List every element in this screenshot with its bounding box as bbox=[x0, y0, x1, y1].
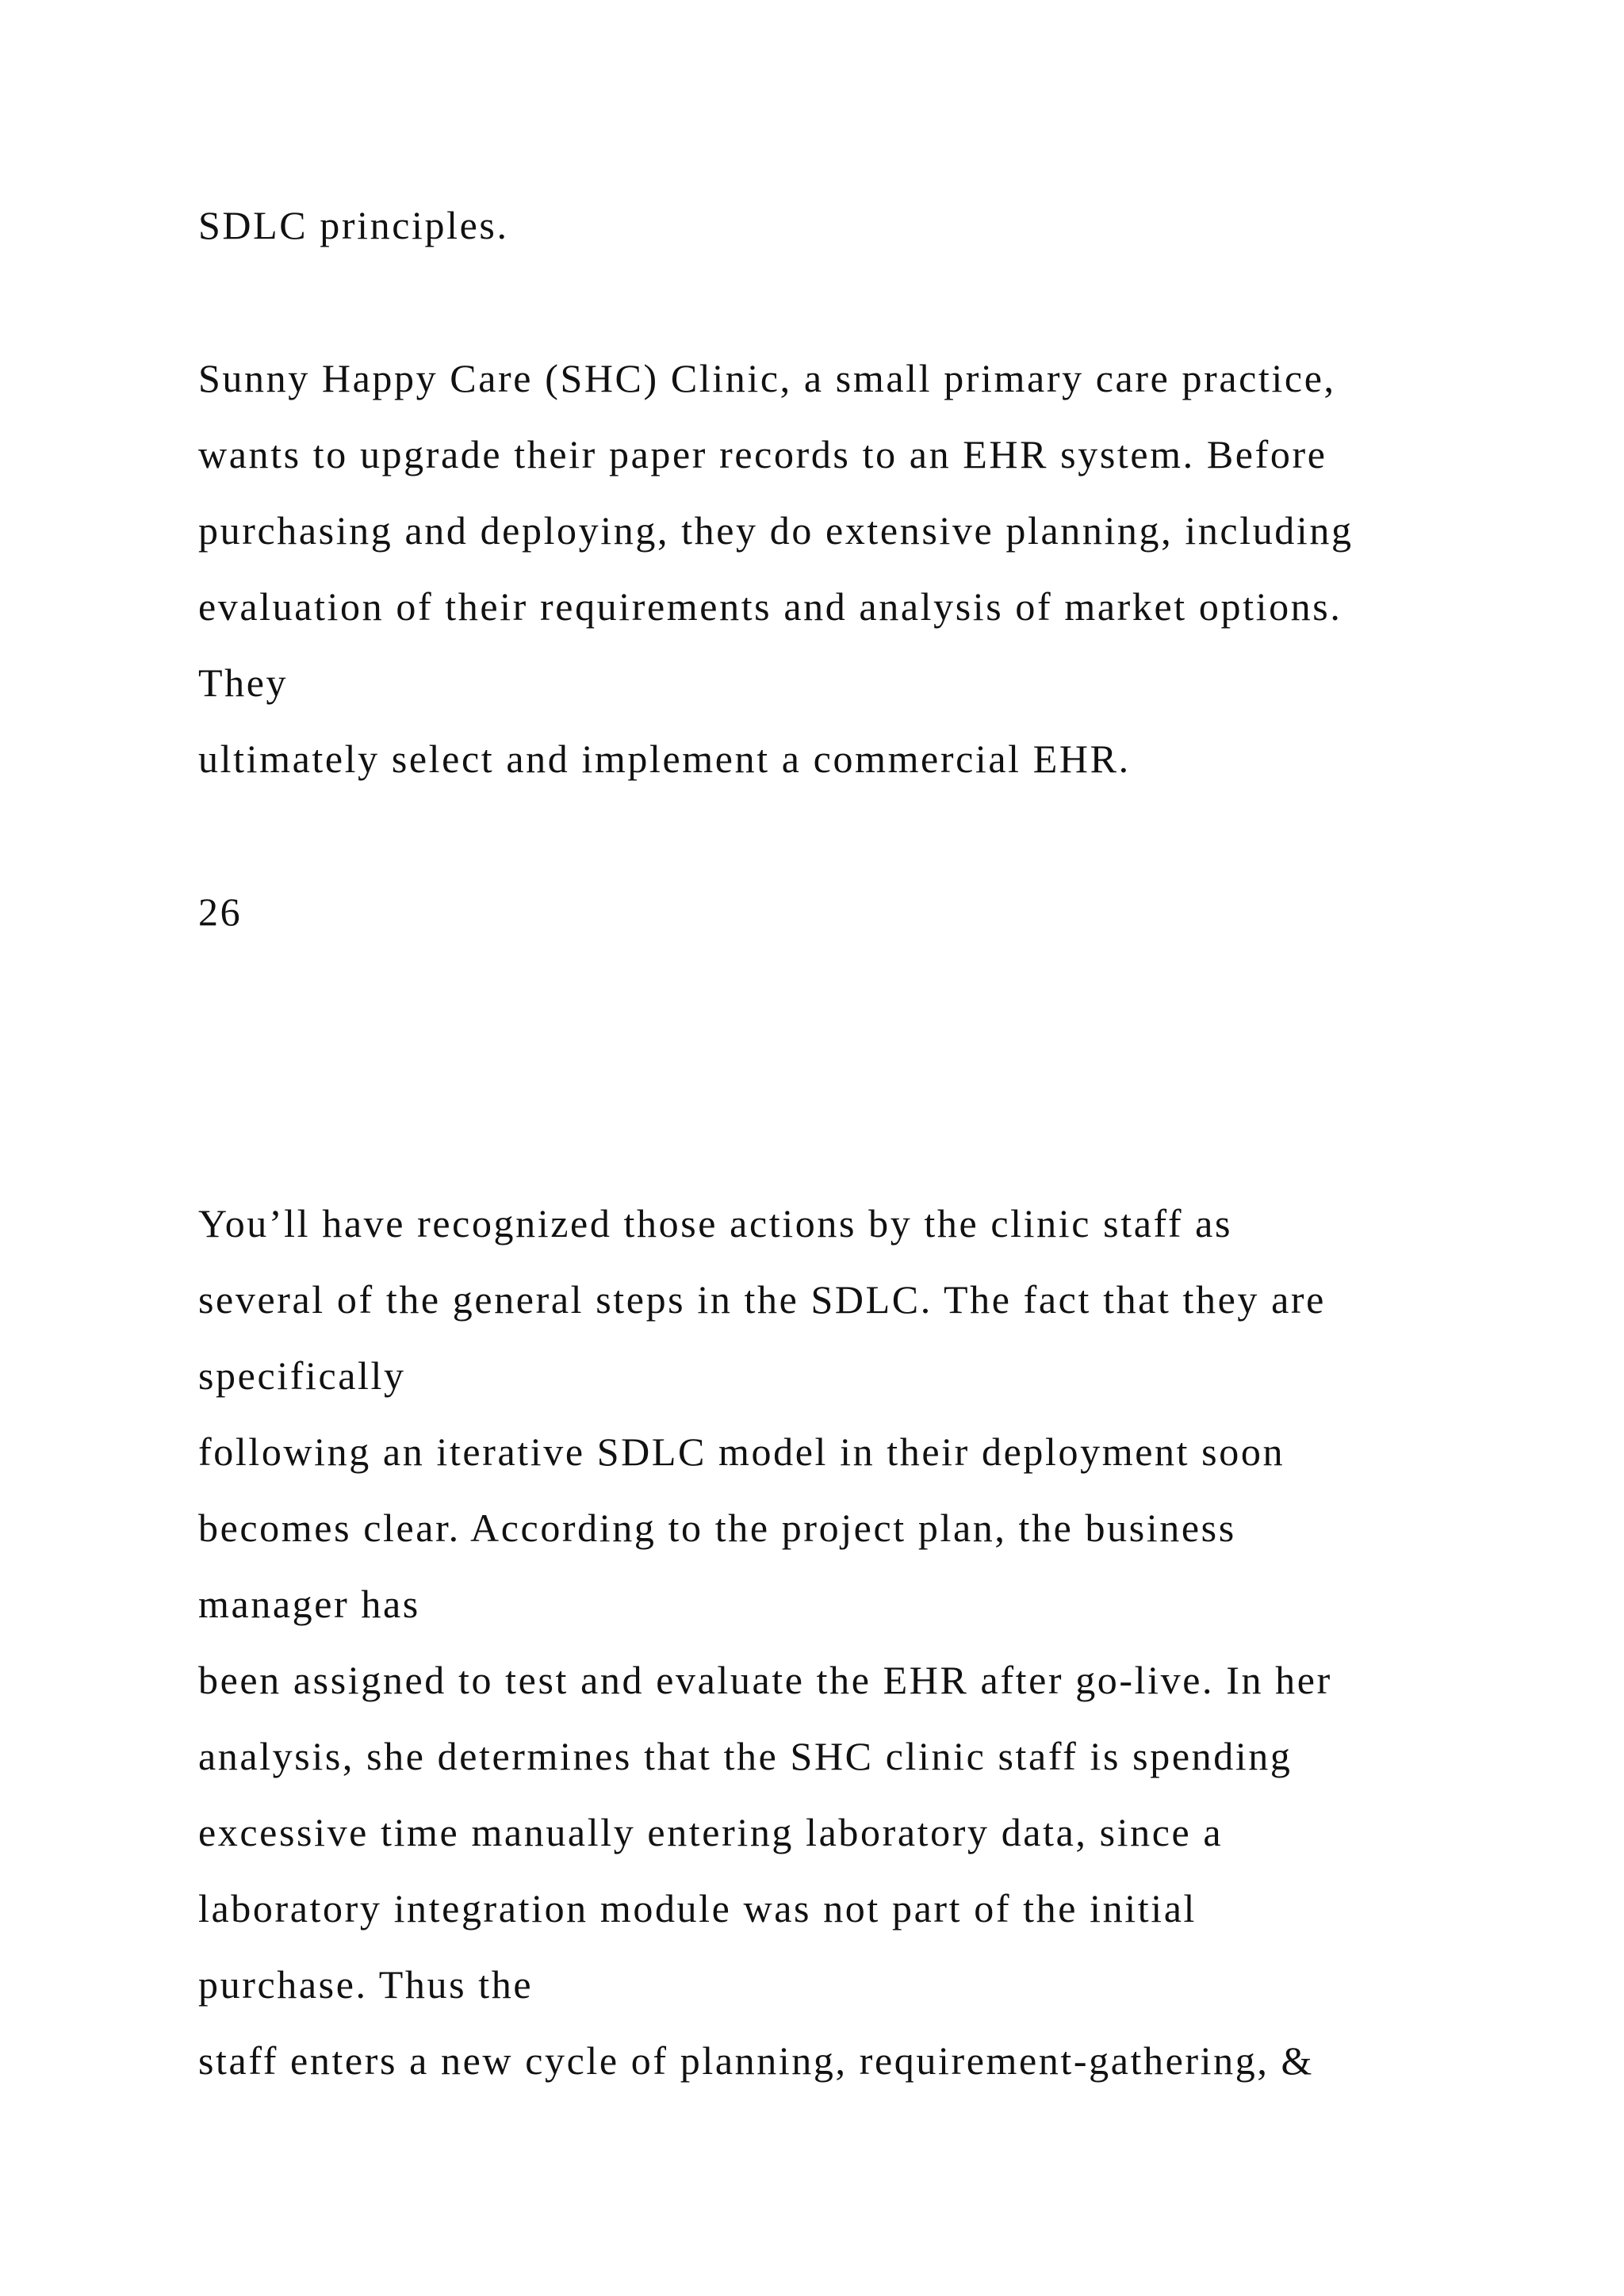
text-line: becomes clear. According to the project plan, the business bbox=[198, 1506, 1236, 1550]
text-line: Sunny Happy Care (SHC) Clinic, a small primary care practice, bbox=[198, 356, 1336, 400]
text-line: SDLC principles. bbox=[198, 203, 509, 247]
text-line: analysis, she determines that the SHC clinic staff is spending bbox=[198, 1734, 1293, 1778]
text-line: evaluation of their requirements and analysis of market options. bbox=[198, 584, 1342, 629]
text-line: You’ll have recognized those actions by the clinic staff as bbox=[198, 1201, 1233, 1246]
page-number: 26 bbox=[198, 890, 243, 934]
text-line: specifically bbox=[198, 1353, 406, 1398]
text-line: several of the general steps in the SDLC. The fact that they are bbox=[198, 1277, 1326, 1322]
text-line: purchasing and deploying, they do extensive planning, including bbox=[198, 508, 1354, 553]
text-line: wants to upgrade their paper records to an EHR system. Before bbox=[198, 432, 1327, 476]
text-line: excessive time manually entering laboratory data, since a bbox=[198, 1810, 1224, 1854]
text-line: manager has bbox=[198, 1582, 420, 1626]
text-line: laboratory integration module was not part of the initial bbox=[198, 1886, 1197, 1931]
text-line: staff enters a new cycle of planning, requirement-gathering, & bbox=[198, 2038, 1315, 2083]
text-line: ultimately select and implement a commercial EHR. bbox=[198, 737, 1131, 781]
text-line: following an iterative SDLC model in their deployment soon bbox=[198, 1429, 1285, 1474]
text-line: They bbox=[198, 660, 289, 705]
text-line: purchase. Thus the bbox=[198, 1962, 534, 2007]
text-line: been assigned to test and evaluate the EHR after go-live. In her bbox=[198, 1658, 1332, 1702]
